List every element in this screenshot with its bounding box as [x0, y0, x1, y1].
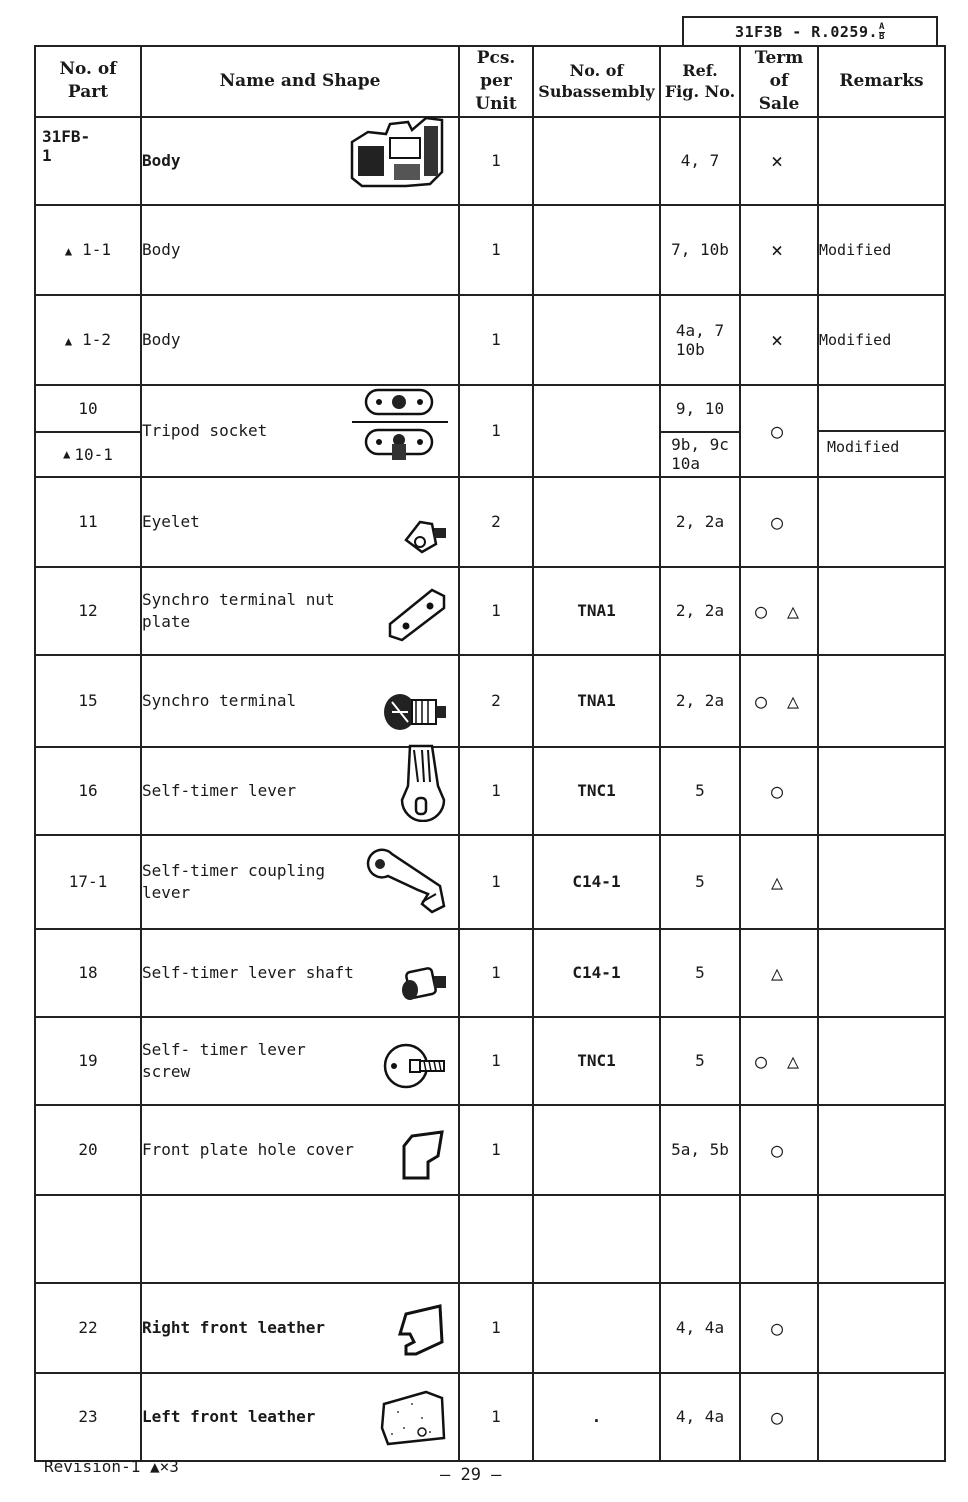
header-row	[35, 46, 945, 117]
pcs-per-unit-text: 1	[491, 240, 501, 260]
part-number-revised: 10-1	[74, 444, 113, 464]
pcs-per-unit-text: 1	[491, 781, 501, 801]
subassembly-number	[533, 1017, 660, 1105]
doc-ref-suffix-top: A	[879, 21, 885, 32]
term-of-sale-text: △	[770, 869, 788, 894]
part-number: 20	[78, 1140, 98, 1160]
subassembly-number	[533, 929, 660, 1017]
pcs-per-unit	[459, 1373, 533, 1461]
subassembly-number	[533, 1105, 660, 1195]
part-name-cell	[141, 385, 459, 477]
part-number-cell	[35, 1105, 141, 1195]
part-number-cell	[35, 477, 141, 567]
table-row	[35, 385, 945, 477]
part-number: 23	[78, 1407, 98, 1427]
pcs-per-unit-text: 2	[491, 512, 501, 532]
subassembly-number-text: TNC1	[577, 1051, 616, 1071]
left-leather-icon	[378, 1388, 448, 1452]
pcs-per-unit-text: 1	[491, 1140, 501, 1160]
pcs-per-unit-text: 1	[491, 421, 501, 441]
doc-ref-text: 31F3B - R.0259.	[735, 23, 879, 41]
part-number: 15	[78, 691, 98, 711]
part-name-cell	[141, 1105, 459, 1195]
remarks-cell	[818, 835, 945, 929]
tripod-socket-icon	[352, 384, 448, 468]
term-of-sale	[740, 747, 818, 835]
part-number: 1-1	[82, 240, 112, 260]
term-of-sale-text: ○	[770, 1137, 788, 1162]
term-of-sale	[740, 835, 818, 929]
ref-fig-cell	[660, 835, 740, 929]
subassembly-number	[533, 1283, 660, 1373]
part-number-cell	[35, 929, 141, 1017]
term-of-sale-text: ○	[770, 418, 788, 443]
term-of-sale	[740, 205, 818, 295]
table-row	[35, 1283, 945, 1373]
remarks-cell	[818, 929, 945, 1017]
header-term: Term of Sale	[740, 46, 818, 117]
term-of-sale	[740, 1105, 818, 1195]
lever-icon	[396, 742, 448, 826]
term-of-sale-text: ×	[770, 237, 788, 262]
coupling-lever-icon	[362, 846, 448, 920]
part-name: Self- timer lever screw	[142, 1040, 306, 1081]
part-name: Synchro terminal nut plate	[142, 590, 335, 631]
part-name-cell	[141, 655, 459, 747]
part-number: 10	[78, 398, 98, 418]
term-of-sale	[740, 655, 818, 747]
remarks-cell	[818, 1105, 945, 1195]
part-name-cell	[141, 477, 459, 567]
part-number-cell	[35, 117, 141, 205]
header-pcs: Pcs. per Unit	[459, 46, 533, 117]
ref-fig: 5	[695, 872, 705, 892]
term-of-sale-text: ○	[770, 1404, 788, 1429]
part-number: 11	[78, 512, 98, 532]
remarks-cell	[818, 655, 945, 747]
remarks-cell	[818, 205, 945, 295]
part-number-cell	[35, 747, 141, 835]
part-number: 12	[78, 601, 98, 621]
ref-fig-cell	[660, 567, 740, 655]
term-of-sale-text: △	[770, 960, 788, 985]
term-of-sale	[740, 1373, 818, 1461]
term-of-sale	[740, 1283, 818, 1373]
pcs-per-unit-text: 1	[491, 872, 501, 892]
table-row	[35, 835, 945, 929]
pcs-per-unit	[459, 295, 533, 385]
ref-fig: 7, 10b	[671, 240, 729, 260]
remarks-revised: Modified	[827, 437, 900, 456]
part-name: Tripod socket	[142, 421, 268, 441]
header-subassembly: No. of Subassembly	[533, 46, 660, 117]
pcs-per-unit-text: 1	[491, 1407, 501, 1427]
shaft-icon	[398, 964, 448, 1008]
table-row	[35, 567, 945, 655]
term-of-sale	[740, 567, 818, 655]
ref-fig-cell	[660, 295, 740, 385]
table-row	[35, 1373, 945, 1461]
subassembly-number-text: TNA1	[577, 601, 616, 621]
table-row	[35, 655, 945, 747]
pcs-per-unit	[459, 477, 533, 567]
part-name-cell	[141, 835, 459, 929]
ref-fig: 5	[695, 781, 705, 801]
ref-fig-cell	[660, 477, 740, 567]
remarks-cell	[818, 1017, 945, 1105]
pcs-per-unit	[459, 1017, 533, 1105]
eyelet-icon	[402, 514, 448, 558]
doc-ref-fraction	[879, 23, 885, 42]
pcs-per-unit	[459, 747, 533, 835]
subassembly-number-text: .	[591, 1407, 602, 1427]
header-name: Name and Shape	[141, 46, 459, 117]
ref-fig-cell	[660, 929, 740, 1017]
part-number-cell	[35, 1017, 141, 1105]
term-of-sale	[740, 1017, 818, 1105]
pcs-per-unit-text: 1	[491, 1051, 501, 1071]
page-number: — 29 —	[440, 1465, 502, 1485]
table-row	[35, 1017, 945, 1105]
remarks-cell	[818, 1283, 945, 1373]
delta-icon: ▲	[63, 447, 71, 462]
pcs-per-unit	[459, 205, 533, 295]
ref-fig-cell	[660, 1195, 740, 1283]
revision-note: Revision-1 ▲×3	[44, 1457, 179, 1476]
subassembly-number	[533, 205, 660, 295]
part-name: Self-timer lever	[142, 781, 297, 801]
subassembly-number	[533, 477, 660, 567]
remarks-cell	[818, 117, 945, 205]
table-row	[35, 747, 945, 835]
remarks-cell	[818, 747, 945, 835]
part-number: 18	[78, 963, 98, 983]
term-of-sale	[740, 929, 818, 1017]
part-number-cell	[35, 385, 141, 477]
pcs-per-unit-text: 2	[491, 691, 501, 711]
camera-body-icon	[346, 112, 448, 196]
ref-fig: 5a, 5b	[671, 1140, 729, 1160]
part-number-cell	[35, 1195, 141, 1283]
subassembly-number	[533, 747, 660, 835]
ref-fig: 2, 2a	[675, 601, 725, 621]
part-name-cell	[141, 1373, 459, 1461]
pcs-per-unit	[459, 835, 533, 929]
pcs-per-unit	[459, 567, 533, 655]
screw-icon	[382, 1040, 448, 1096]
remarks: Modified	[819, 240, 892, 259]
part-name: Body	[142, 240, 181, 260]
nut-plate-icon	[386, 586, 448, 646]
subassembly-number	[533, 835, 660, 929]
ref-fig-cell	[660, 655, 740, 747]
table-row	[35, 477, 945, 567]
ref-fig: 4, 4a	[675, 1407, 725, 1427]
term-of-sale-text: ○ △	[754, 1048, 804, 1073]
part-name-cell	[141, 117, 459, 205]
pcs-per-unit-text: 1	[491, 963, 501, 983]
document-reference	[682, 16, 938, 46]
part-name-cell	[141, 567, 459, 655]
term-of-sale	[740, 117, 818, 205]
subassembly-number	[533, 1373, 660, 1461]
delta-icon: ▲	[64, 334, 73, 349]
part-name: Left front leather	[142, 1407, 316, 1427]
part-number: 16	[78, 781, 98, 801]
part-number-cell	[35, 835, 141, 929]
pcs-per-unit-text: 1	[491, 151, 501, 171]
term-of-sale	[740, 477, 818, 567]
subassembly-number-text: C14-1	[572, 963, 621, 983]
remarks-cell	[818, 1195, 945, 1283]
term-of-sale-text: ○	[770, 1315, 788, 1340]
header-ref: Ref. Fig. No.	[660, 46, 740, 117]
ref-fig: 2, 2a	[675, 512, 725, 532]
table-row	[35, 1105, 945, 1195]
delta-icon: ▲	[64, 244, 73, 259]
term-of-sale-text: ○ △	[754, 688, 804, 713]
part-number: 19	[78, 1051, 98, 1071]
pcs-per-unit-text: 1	[491, 330, 501, 350]
subassembly-number	[533, 385, 660, 477]
ref-fig-cell	[660, 1017, 740, 1105]
part-number: 31FB- 1	[42, 126, 91, 165]
part-name: Front plate hole cover	[142, 1140, 354, 1160]
pcs-per-unit	[459, 1283, 533, 1373]
ref-fig-cell	[660, 747, 740, 835]
pcs-per-unit	[459, 929, 533, 1017]
pcs-per-unit	[459, 1105, 533, 1195]
ref-fig-cell	[660, 117, 740, 205]
part-number: 17-1	[68, 872, 108, 892]
term-of-sale-text: ○	[770, 509, 788, 534]
part-number-cell	[35, 655, 141, 747]
part-name: Self-timer coupling lever	[142, 861, 326, 902]
pcs-per-unit-text: 1	[491, 1318, 501, 1338]
part-number-cell	[35, 1373, 141, 1461]
pcs-per-unit	[459, 1195, 533, 1283]
pcs-per-unit	[459, 117, 533, 205]
part-name: Right front leather	[142, 1318, 326, 1338]
ref-fig: 2, 2a	[675, 691, 725, 711]
term-of-sale	[740, 385, 818, 477]
pcs-per-unit	[459, 655, 533, 747]
part-name-cell	[141, 929, 459, 1017]
ref-fig-cell	[660, 1373, 740, 1461]
ref-fig-cell	[660, 1105, 740, 1195]
remarks-cell	[818, 385, 945, 477]
subassembly-number-text: TNC1	[577, 781, 616, 801]
table-row	[35, 1195, 945, 1283]
ref-fig-cell	[660, 385, 740, 477]
part-name-cell	[141, 295, 459, 385]
subassembly-number	[533, 655, 660, 747]
term-of-sale	[740, 295, 818, 385]
ref-fig: 9, 10	[675, 398, 725, 418]
term-of-sale-text: ×	[770, 148, 788, 173]
remarks-cell	[818, 567, 945, 655]
ref-fig: 4a, 7 10b	[675, 320, 725, 359]
table-row	[35, 117, 945, 205]
part-name: Body	[142, 330, 181, 350]
ref-fig-cell	[660, 205, 740, 295]
remarks: Modified	[819, 330, 892, 349]
ref-fig: 5	[695, 963, 705, 983]
part-number-cell	[35, 567, 141, 655]
table-row	[35, 295, 945, 385]
part-name-cell	[141, 205, 459, 295]
subassembly-number	[533, 295, 660, 385]
part-number-cell	[35, 295, 141, 385]
doc-ref-suffix-bottom: B	[879, 31, 885, 42]
part-name: Body	[142, 151, 181, 171]
ref-fig-cell	[660, 1283, 740, 1373]
subassembly-number	[533, 117, 660, 205]
part-number-cell	[35, 205, 141, 295]
part-name: Self-timer lever shaft	[142, 963, 354, 983]
header-part-no: No. of Part	[35, 46, 141, 117]
table-row	[35, 929, 945, 1017]
part-number-cell	[35, 1283, 141, 1373]
term-of-sale-text: ○	[770, 778, 788, 803]
term-of-sale-text: ○ △	[754, 598, 804, 623]
part-number: 22	[78, 1318, 98, 1338]
pcs-per-unit-text: 1	[491, 601, 501, 621]
remarks-cell	[818, 1373, 945, 1461]
subassembly-number	[533, 567, 660, 655]
part-number: 1-2	[82, 330, 112, 350]
subassembly-number-text: TNA1	[577, 691, 616, 711]
ref-fig-revised: 9b, 9c 10a	[671, 435, 729, 474]
remarks-cell	[818, 295, 945, 385]
ref-fig: 5	[695, 1051, 705, 1071]
remarks-cell	[818, 477, 945, 567]
part-name: Synchro terminal	[142, 691, 297, 711]
ref-fig: 4, 7	[680, 151, 720, 171]
part-name-cell	[141, 1017, 459, 1105]
term-of-sale	[740, 1195, 818, 1283]
part-name-cell	[141, 1195, 459, 1283]
pcs-per-unit	[459, 385, 533, 477]
parts-table	[34, 45, 946, 1462]
part-name-cell	[141, 1283, 459, 1373]
part-name-cell	[141, 747, 459, 835]
header-remarks: Remarks	[818, 46, 945, 117]
subassembly-number-text: C14-1	[572, 872, 621, 892]
part-name: Eyelet	[142, 512, 200, 532]
subassembly-number	[533, 1195, 660, 1283]
term-of-sale-text: ×	[770, 327, 788, 352]
cover-icon	[398, 1128, 448, 1186]
terminal-icon	[382, 690, 448, 738]
ref-fig: 4, 4a	[675, 1318, 725, 1338]
right-leather-icon	[396, 1302, 448, 1364]
table-row	[35, 205, 945, 295]
